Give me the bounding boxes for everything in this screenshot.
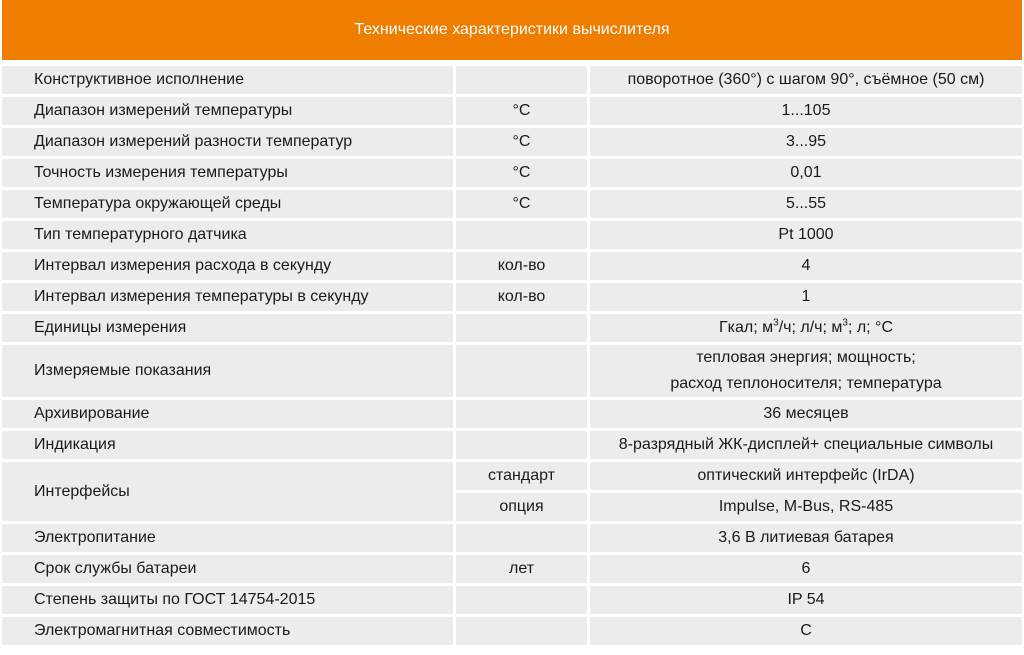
param-cell: Интервал измерения расхода в секунду [2,252,456,280]
value-cell: 3...95 [590,128,1022,156]
value-cell: оптический интерфейс (IrDA) [590,462,1022,490]
value-cell: IP 54 [590,586,1022,614]
unit-cell [456,66,590,94]
value-cell: 3,6 В литиевая батарея [590,524,1022,552]
param-cell: Электромагнитная совместимость [2,617,456,645]
unit-cell: °C [456,97,590,125]
table-row [2,314,1022,342]
specs-table [2,63,1022,648]
unit-cell [456,524,590,552]
value-cell: 0,01 [590,159,1022,187]
param-cell: Конструктивное исполнение [2,66,456,94]
value-cell [590,314,1022,342]
param-cell: Единицы измерения [2,314,456,342]
unit-cell [456,221,590,249]
unit-cell: °C [456,159,590,187]
value-cell: поворотное (360°) с шагом 90°, съёмное (50 см) [590,66,1022,94]
table-row [2,159,1022,187]
table-row [2,586,1022,614]
value-cell [590,345,1022,397]
value-cell: 5...55 [590,190,1022,218]
value-cell: 4 [590,252,1022,280]
value-cell: 1...105 [590,97,1022,125]
param-cell: Интерфейсы [2,462,456,521]
table-row [2,462,1022,490]
value-line: тепловая энергия; мощность; [696,349,916,366]
unit-cell [456,345,590,397]
param-cell: Срок службы батареи [2,555,456,583]
table-row [2,617,1022,645]
table-row [2,283,1022,311]
param-cell: Электропитание [2,524,456,552]
value-cell: Impulse, M-Bus, RS-485 [590,493,1022,521]
param-cell: Измеряемые показания [2,345,456,397]
value-cell: 8-разрядный ЖК-дисплей+ специальные символы [590,431,1022,459]
param-cell: Степень защиты по ГОСТ 14754-2015 [2,586,456,614]
table-row [2,97,1022,125]
superscript: 3 [773,317,779,329]
unit-cell: опция [456,493,590,521]
unit-cell: °C [456,190,590,218]
param-cell: Диапазон измерений температуры [2,97,456,125]
table-row [2,252,1022,280]
table-title: Технические характеристики вычислителя [2,0,1022,60]
param-cell: Интервал измерения температуры в секунду [2,283,456,311]
param-cell: Тип температурного датчика [2,221,456,249]
superscript: 3 [842,317,848,329]
unit-cell [456,400,590,428]
unit-cell: стандарт [456,462,590,490]
value-cell: С [590,617,1022,645]
param-cell: Архивирование [2,400,456,428]
unit-cell: кол-во [456,252,590,280]
table-row [2,431,1022,459]
param-cell: Индикация [2,431,456,459]
unit-cell [456,314,590,342]
unit-cell: кол-во [456,283,590,311]
table-row [2,345,1022,397]
unit-cell: °C [456,128,590,156]
unit-cell: лет [456,555,590,583]
value-cell: 6 [590,555,1022,583]
value-text: /ч; л/ч; м [778,319,843,336]
table-row [2,128,1022,156]
table-row [2,190,1022,218]
param-cell: Диапазон измерений разности температур [2,128,456,156]
param-cell: Точность измерения температуры [2,159,456,187]
unit-cell [456,617,590,645]
table-row [2,66,1022,94]
value-text: ; л; °C [847,319,894,336]
table-row [2,524,1022,552]
value-cell: 1 [590,283,1022,311]
table-row [2,400,1022,428]
value-text: Гкал; м [718,319,774,336]
unit-cell [456,586,590,614]
param-cell: Температура окружающей среды [2,190,456,218]
unit-cell [456,431,590,459]
value-cell: 36 месяцев [590,400,1022,428]
value-line: расход теплоносителя; температура [670,375,942,392]
table-row [2,221,1022,249]
table-row [2,555,1022,583]
value-cell: Pt 1000 [590,221,1022,249]
